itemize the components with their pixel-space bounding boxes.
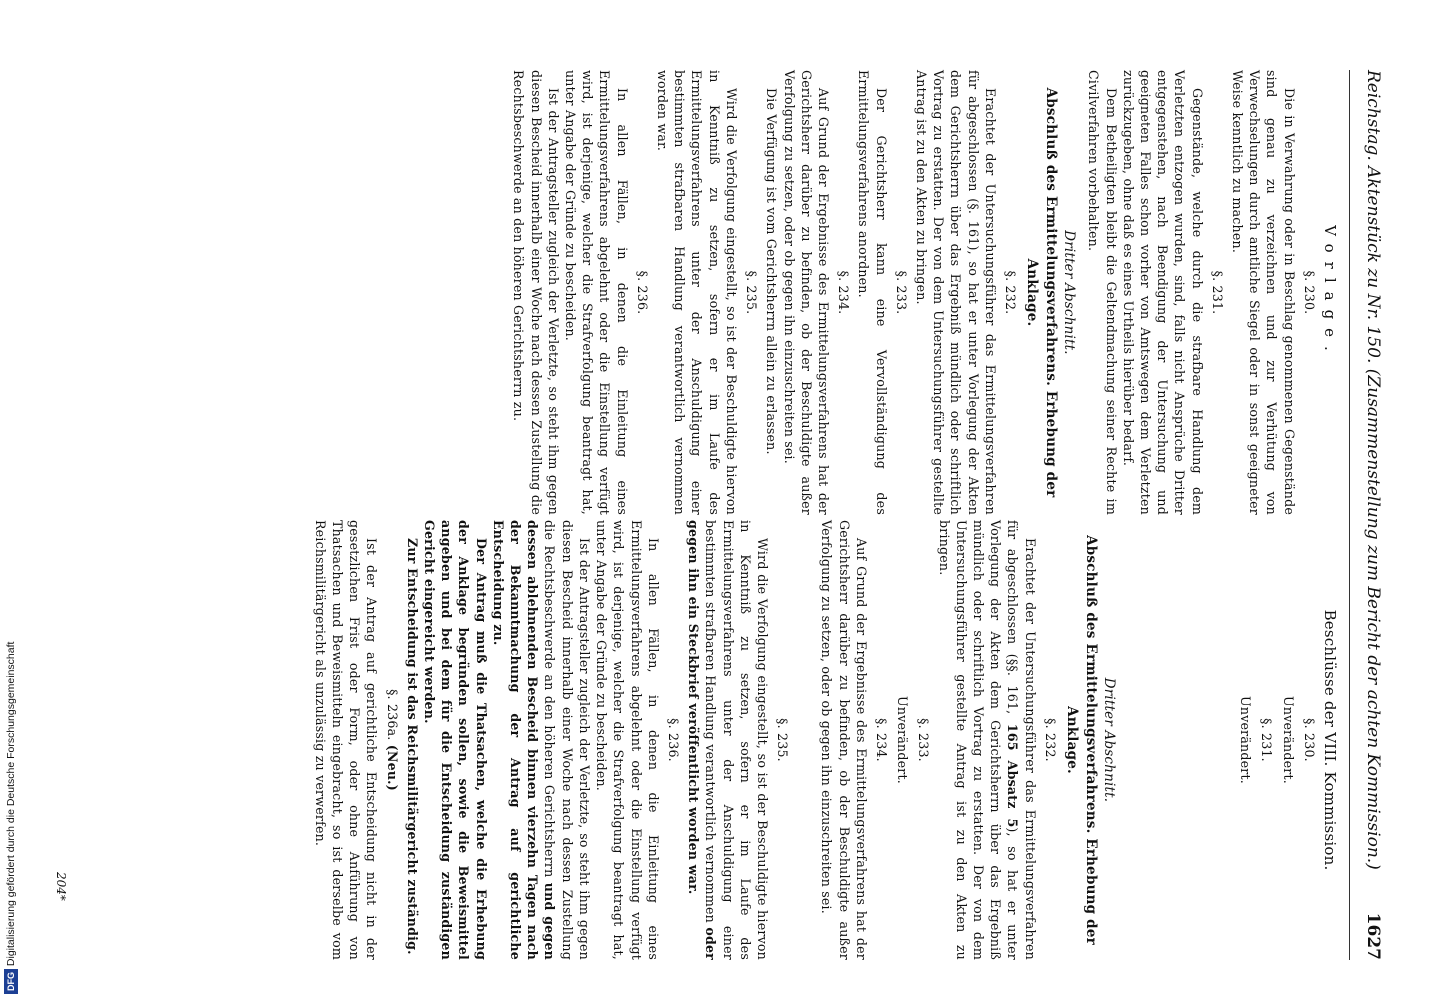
paragraph: Auf Grund der Ergebnisse des Ermittelungsverfahrens hat der Gerichtsherr darüber zu befinden, ob der Beschuldigte außer Verfolgung zu setzen, oder ob gegen ihn einzuschreiten sei. [819, 520, 869, 960]
section-number: §. 231. [1259, 718, 1275, 762]
sheet-number: 204* [54, 872, 68, 901]
section-number: §. 234. [836, 270, 852, 315]
amendment-paragraph: Der Antrag muß die Thatsachen, welche die Erhebung der Anklage begründen sollen, sowie die Beweismittel angeben und bei dem für die Entscheidung zuständigen Gericht eingereicht werden. [422, 520, 489, 960]
paragraph [935, 520, 1038, 960]
dfg-logo: DFG [4, 969, 18, 994]
paragraph: Die in Verwahrung oder in Beschlag genommenen Gegenstände sind genau zu verzeichnen und zur Verhütung von Verwechselungen durch amtliche Siegel oder in sonst geeigneter Weise kenntlich zu machen. [1229, 70, 1297, 515]
new-marker: (Neu.) [384, 744, 400, 791]
text-run: Wird die Verfolgung eingestellt, so ist der Beschuldigte hiervon in Kenntniß zu setzen, sofern er im Laufe des Ermittelungsverfahrens unter der Anschuldigung einer bestimmten strafbaren Handlung verantwortlich vernommen [703, 520, 770, 960]
amendment-paragraph: Zur Entscheidung ist das Reichsmilitärgericht zuständig. [404, 538, 420, 955]
header-rule [1349, 70, 1350, 960]
section-number: §. 233. [916, 718, 932, 762]
section-number: §. 235. [744, 270, 760, 315]
paragraph [490, 520, 593, 960]
section-number: §. 232. [1042, 718, 1058, 762]
chapter-heading: Abschluß des Ermittelungsverfahrens. Erhebung der Anklage. [1023, 87, 1059, 498]
amendment-text: oder gegen ihn ein Steckbrief veröffentlicht worden war. [686, 520, 719, 960]
paragraph: Gegenstände, welche durch die strafbare Handlung dem Verletzten entzogen wurden, sind, falls nicht Ansprüche Dritter entgegenstehen, nach Beendigung der Untersuchung und geeigneten Falles schon vorher von Amtswegen dem Verletzten zurückzugeben, ohne daß es eines Urtheils hierüber bedarf. [1120, 70, 1205, 515]
section-number: §. 235. [775, 718, 791, 762]
text-run: ), so hat er unter Vorlegung der Akten dem Gerichtsherrn über das Ergebniß mündlich oder schriftlich Vortrag zu erstatten. Der von dem Untersuchungsführer gestellte Antrag ist zu den Akten zu bringen. [936, 520, 1021, 960]
paragraph: Auf Grund der Ergebnisse des Ermittelungsverfahrens hat der Gerichtsherr darüber zu befinden, ob der Beschuldigte außer Verfolgung zu setzen, oder ob gegen ihn einzuschreiten sei. [781, 70, 831, 515]
section-label: §. 236a. [384, 689, 400, 741]
column-beschluesse [312, 520, 1342, 960]
paragraph: In allen Fällen, in denen die Einleitung eines Ermittelungsverfahrens abgelehnt oder die Einstellung verfügt wird, ist derjenige, welcher die Strafverfolgung beantragt hat, unter Angabe der Gründe zu bescheiden. [594, 520, 661, 960]
page-number: 1627 [1363, 912, 1383, 960]
paragraph: Dem Betheiligten bleibt die Geltendmachung seiner Rechte im Civilverfahren vorbehalten. [1086, 70, 1119, 515]
column-title: Vorlage. [1321, 225, 1339, 360]
paragraph: Wird die Verfolgung eingestellt, so ist der Beschuldigte hiervon in Kenntniß zu setzen, sofern er im Laufe des Ermittelungsverfahrens unter der Anschuldigung einer bestimmten strafbaren Handlung verantwortlich vernommen worden war. [655, 70, 739, 515]
chapter-label: Dritter Abschnitt. [1061, 230, 1078, 355]
paragraph: Ist der Antragsteller zugleich der Verletzte, so steht ihm gegen diesen Bescheid innerhalb einer Woche nach dessen Zustellung die Rechtsbeschwerde an den höheren Gerichtsherrn zu. [511, 70, 561, 515]
section-number: §. 230. [1301, 718, 1317, 762]
chapter-label: Dritter Abschnitt. [1100, 677, 1117, 803]
amendment-text: 165 Absatz 5 [1005, 723, 1021, 828]
digitization-strip [0, 0, 22, 1000]
paragraph: Erachtet der Untersuchungsführer das Ermittelungsverfahren für abgeschlossen (§. 161), so hat er unter Vorlegung der Akten dem Gerichtsherrn über das Ergebniß mündlich oder schriftlich Vortrag zu erstatten. Der von dem Untersuchungsführer gestellte Antrag ist zu den Akten zu bringen. [913, 70, 998, 515]
digitization-note: Digitalisierung gefördert durch die Deutsche Forschungsgemeinschaft [5, 641, 17, 967]
section-number: §. 230. [1301, 270, 1317, 315]
chapter-heading: Abschluß des Ermittelungsverfahrens. Erhebung der Anklage. [1063, 535, 1099, 945]
section-number: §. 236. [634, 270, 650, 315]
text-run: Ist der Antragsteller zugleich der Verletzte, so steht ihm gegen diesen Bescheid innerhalb einer Woche nach dessen Zustellung die Rechtsbeschwerde an den höheren Gerichtsherrn [542, 520, 592, 960]
paragraph [685, 520, 771, 960]
column-title: Beschlüsse der VIII. Kommission. [1321, 609, 1339, 871]
section-number: §. 236. [665, 718, 681, 762]
section-number: §. 231. [1209, 270, 1225, 315]
unchanged-note: Unverändert. [1280, 696, 1296, 784]
paragraph: Der Gerichtsherr kann eine Vervollständigung des Ermittelungsverfahrens anordnen. [856, 70, 889, 515]
unchanged-note: Unverändert. [895, 696, 911, 784]
section-number: §. 232. [1002, 270, 1018, 315]
header-title: Reichstag. Aktenstück zu Nr. 150. (Zusammenstellung zum Bericht der achten Kommission.) [1363, 70, 1383, 870]
spacer [1125, 520, 1233, 960]
section-number: §. 233. [893, 270, 909, 315]
paragraph: Ist der Antrag auf gerichtliche Entscheidung nicht in der gesetzlichen Frist oder Form, oder ohne Anführung von Thatsachen und Beweismitteln eingebracht, so ist derselbe vom Reichsmilitärgericht als unzulässig zu verwerfen. [312, 520, 380, 960]
amendment-text: und gegen dessen ablehnenden Bescheid binnen vierzehn Tagen nach der Bekanntmachung der Antrag auf gerichtliche Entscheidung zu. [490, 520, 558, 960]
unchanged-note: Unverändert. [1238, 696, 1254, 784]
paragraph: Die Verfügung ist vom Gerichtsherrn allein zu erlassen. [764, 88, 780, 455]
text-run: Erachtet der Untersuchungsführer das Ermittelungsverfahren für abgeschlossen (§§. 161, [1005, 520, 1038, 960]
spacer [794, 520, 818, 960]
section-number: §. 234. [873, 718, 889, 762]
section-number [383, 520, 400, 960]
column-vorlage [510, 70, 1342, 515]
paragraph: In allen Fällen, in denen die Einleitung eines Ermittelungsverfahrens abgelehnt oder die Einstellung verfügt wird, ist derjenige, welcher die Strafverfolgung beantragt hat, unter Angabe der Gründe zu bescheiden. [563, 70, 630, 515]
